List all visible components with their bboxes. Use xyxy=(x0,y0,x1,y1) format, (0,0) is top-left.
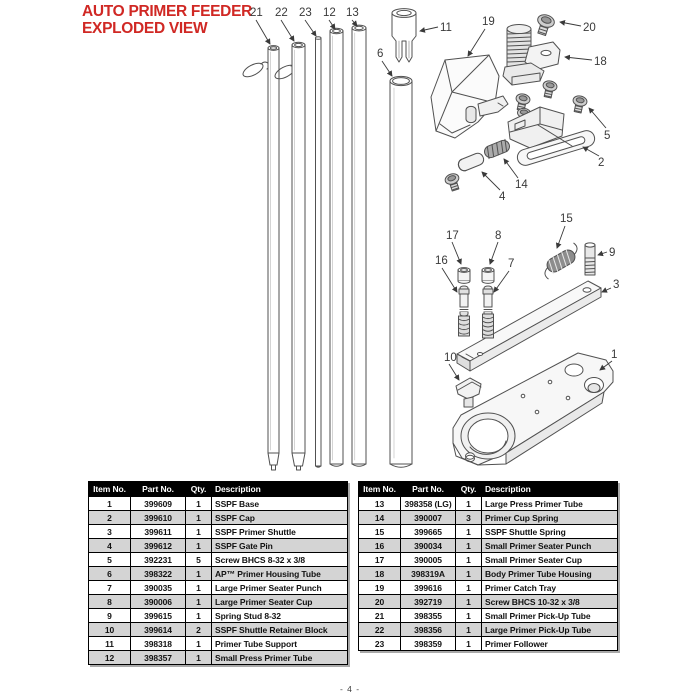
part-punch-spring-large xyxy=(483,314,494,338)
parts-table-right xyxy=(358,481,618,651)
part-no-cell: 398319A xyxy=(401,567,456,581)
part-no-cell: 398318 xyxy=(131,637,186,651)
part-sspf-base xyxy=(453,353,613,465)
item-no-cell: 18 xyxy=(359,567,401,581)
table-row xyxy=(359,539,618,553)
part-screw-bhcs-10-32 xyxy=(534,13,556,37)
callout-arrow xyxy=(598,252,607,255)
table-row xyxy=(359,553,618,567)
callout-arrow xyxy=(589,108,606,128)
table-row xyxy=(89,539,348,553)
description-cell: Large Press Primer Tube xyxy=(482,497,618,511)
callout-arrow xyxy=(494,271,509,292)
part-no-cell: 398322 xyxy=(131,567,186,581)
callout-21: 21 xyxy=(250,7,263,19)
description-cell: Primer Cup Spring xyxy=(482,511,618,525)
callout-23: 23 xyxy=(299,7,312,19)
callout-11: 11 xyxy=(440,22,452,34)
description-cell: Large Primer Pick-Up Tube xyxy=(482,623,618,637)
column-header: Part No. xyxy=(401,482,456,497)
item-no-cell: 17 xyxy=(359,553,401,567)
callout-17: 17 xyxy=(446,230,459,242)
description-cell: Small Primer Seater Punch xyxy=(482,539,618,553)
part-no-cell: 390035 xyxy=(131,581,186,595)
description-cell: Small Primer Pick-Up Tube xyxy=(482,609,618,623)
table-row xyxy=(89,497,348,511)
part-punch-spring-small xyxy=(459,316,470,336)
item-no-cell: 4 xyxy=(89,539,131,553)
item-no-cell: 9 xyxy=(89,609,131,623)
qty-cell: 1 xyxy=(456,553,482,567)
part-no-cell: 398358 (LG) xyxy=(401,497,456,511)
page-number: - 4 - xyxy=(339,684,361,694)
table-row xyxy=(359,525,618,539)
description-cell: Primer Follower xyxy=(482,637,618,651)
part-no-cell: 390006 xyxy=(131,595,186,609)
table-row xyxy=(359,623,618,637)
part-small-primer-seater-punch xyxy=(459,286,469,316)
table-row xyxy=(359,595,618,609)
qty-cell: 3 xyxy=(456,511,482,525)
callout-arrow xyxy=(560,22,581,26)
callout-arrow xyxy=(557,226,565,248)
callout-arrow xyxy=(256,20,270,44)
table-row xyxy=(89,567,348,581)
item-no-cell: 14 xyxy=(359,511,401,525)
item-no-cell: 23 xyxy=(359,637,401,651)
description-cell: Small Press Primer Tube xyxy=(212,651,348,665)
item-no-cell: 16 xyxy=(359,539,401,553)
item-no-cell: 19 xyxy=(359,581,401,595)
item-no-cell: 8 xyxy=(89,595,131,609)
part-no-cell: 399610 xyxy=(131,511,186,525)
qty-cell: 1 xyxy=(186,581,212,595)
part-no-cell: 399615 xyxy=(131,609,186,623)
part-spring-stud xyxy=(585,243,595,275)
callout-arrow xyxy=(452,242,461,264)
qty-cell: 1 xyxy=(456,595,482,609)
callout-1: 1 xyxy=(611,349,618,361)
item-no-cell: 10 xyxy=(89,623,131,637)
item-no-cell: 13 xyxy=(359,497,401,511)
callout-8: 8 xyxy=(495,230,502,242)
callout-15: 15 xyxy=(560,213,573,225)
table-row xyxy=(89,595,348,609)
part-primer-cup-spring xyxy=(483,139,512,160)
part-no-cell: 399614 xyxy=(131,623,186,637)
qty-cell: 1 xyxy=(456,525,482,539)
table-row xyxy=(89,511,348,525)
part-large-primer-seater-cup xyxy=(482,268,494,284)
part-no-cell: 399609 xyxy=(131,497,186,511)
table-row xyxy=(359,637,618,651)
table-row xyxy=(89,609,348,623)
callout-arrow xyxy=(281,20,294,41)
parts-tables xyxy=(88,481,618,665)
part-primer-housing-tube xyxy=(390,76,412,467)
qty-cell: 1 xyxy=(186,651,212,665)
callout-10: 10 xyxy=(444,352,457,364)
table-row xyxy=(89,553,348,567)
qty-cell: 1 xyxy=(186,497,212,511)
callout-arrow xyxy=(449,364,459,380)
part-sspf-cap xyxy=(508,107,597,167)
qty-cell: 1 xyxy=(456,497,482,511)
table-row xyxy=(359,609,618,623)
table-row xyxy=(359,567,618,581)
part-shuttle-retainer-block xyxy=(456,378,481,407)
callout-20: 20 xyxy=(583,22,596,34)
part-primer-follower xyxy=(315,37,321,468)
description-cell: SSPF Shuttle Retainer Block xyxy=(212,623,348,637)
qty-cell: 5 xyxy=(186,553,212,567)
qty-cell: 1 xyxy=(186,595,212,609)
column-header: Item No. xyxy=(89,482,131,497)
part-sspf-shuttle-spring xyxy=(538,243,583,279)
description-cell: Body Primer Tube Housing xyxy=(482,567,618,581)
item-no-cell: 6 xyxy=(89,567,131,581)
qty-cell: 1 xyxy=(456,539,482,553)
description-cell: Large Primer Seater Cup xyxy=(212,595,348,609)
callout-arrow xyxy=(602,288,611,292)
table-row xyxy=(89,581,348,595)
qty-cell: 1 xyxy=(456,581,482,595)
item-no-cell: 2 xyxy=(89,511,131,525)
callout-arrow xyxy=(442,268,457,292)
column-header: Part No. xyxy=(131,482,186,497)
qty-cell: 1 xyxy=(186,539,212,553)
item-no-cell: 3 xyxy=(89,525,131,539)
description-cell: Primer Tube Support xyxy=(212,637,348,651)
column-header: Item No. xyxy=(359,482,401,497)
part-small-primer-seater-cup xyxy=(458,268,470,284)
callout-arrow xyxy=(468,29,485,56)
item-no-cell: 15 xyxy=(359,525,401,539)
description-cell: SSPF Shuttle Spring xyxy=(482,525,618,539)
callout-arrow xyxy=(482,172,500,190)
qty-cell: 2 xyxy=(186,623,212,637)
description-cell: SSPF Base xyxy=(212,497,348,511)
qty-cell: 1 xyxy=(186,637,212,651)
table-row xyxy=(359,511,618,525)
parts-table-left xyxy=(88,481,348,665)
description-cell: Large Primer Seater Punch xyxy=(212,581,348,595)
callout-16: 16 xyxy=(435,255,448,267)
item-no-cell: 11 xyxy=(89,637,131,651)
description-cell: SSPF Cap xyxy=(212,511,348,525)
item-no-cell: 22 xyxy=(359,623,401,637)
item-no-cell: 21 xyxy=(359,609,401,623)
description-cell: Spring Stud 8-32 xyxy=(212,609,348,623)
page-title-line1: AUTO PRIMER FEEDER xyxy=(82,3,252,20)
callout-6: 6 xyxy=(377,48,384,60)
part-no-cell: 398357 xyxy=(131,651,186,665)
part-body-primer-tube-housing xyxy=(503,25,560,86)
qty-cell: 1 xyxy=(456,637,482,651)
qty-cell: 1 xyxy=(186,511,212,525)
part-no-cell: 392231 xyxy=(131,553,186,567)
callout-5: 5 xyxy=(604,130,611,142)
part-primer-catch-tray xyxy=(431,55,508,138)
item-no-cell: 20 xyxy=(359,595,401,609)
column-header: Qty. xyxy=(456,482,482,497)
description-cell: SSPF Primer Shuttle xyxy=(212,525,348,539)
part-large-primer-seater-punch xyxy=(483,286,493,316)
callout-arrow xyxy=(583,147,599,156)
table-row xyxy=(89,637,348,651)
callout-arrow xyxy=(305,20,316,36)
part-small-press-primer-tube xyxy=(330,28,343,466)
part-no-cell: 399612 xyxy=(131,539,186,553)
part-no-cell: 399611 xyxy=(131,525,186,539)
part-no-cell: 398355 xyxy=(401,609,456,623)
table-row xyxy=(359,497,618,511)
callout-14: 14 xyxy=(515,179,528,191)
part-no-cell: 392719 xyxy=(401,595,456,609)
column-header: Description xyxy=(482,482,618,497)
item-no-cell: 12 xyxy=(89,651,131,665)
part-primer-tube-support xyxy=(392,9,416,62)
column-header: Qty. xyxy=(186,482,212,497)
callout-12: 12 xyxy=(323,7,336,19)
qty-cell: 1 xyxy=(186,567,212,581)
description-cell: Small Primer Seater Cup xyxy=(482,553,618,567)
part-small-primer-pickup-tube xyxy=(241,46,279,470)
qty-cell: 1 xyxy=(186,609,212,623)
part-no-cell: 398356 xyxy=(401,623,456,637)
callout-3: 3 xyxy=(613,279,620,291)
callout-18: 18 xyxy=(594,56,607,68)
page-title-line2: EXPLODED VIEW xyxy=(82,20,208,37)
callout-9: 9 xyxy=(609,247,616,259)
item-no-cell: 5 xyxy=(89,553,131,567)
part-no-cell: 398359 xyxy=(401,637,456,651)
part-no-cell: 390005 xyxy=(401,553,456,567)
qty-cell: 1 xyxy=(456,567,482,581)
description-cell: Screw BHCS 8-32 x 3/8 xyxy=(212,553,348,567)
callout-4: 4 xyxy=(499,191,506,203)
item-no-cell: 1 xyxy=(89,497,131,511)
qty-cell: 1 xyxy=(456,623,482,637)
description-cell: AP™ Primer Housing Tube xyxy=(212,567,348,581)
callout-arrow xyxy=(504,159,518,178)
qty-cell: 1 xyxy=(456,609,482,623)
qty-cell: 1 xyxy=(186,525,212,539)
callout-arrow xyxy=(420,27,438,31)
callout-arrow xyxy=(382,61,392,76)
part-large-press-primer-tube xyxy=(352,25,366,466)
part-no-cell: 399665 xyxy=(401,525,456,539)
table-row xyxy=(89,525,348,539)
column-header: Description xyxy=(212,482,348,497)
item-no-cell: 7 xyxy=(89,581,131,595)
description-cell: Screw BHCS 10-32 x 3/8 xyxy=(482,595,618,609)
table-row xyxy=(89,623,348,637)
part-sspf-gate-pin xyxy=(457,152,486,173)
callout-arrow xyxy=(490,242,498,264)
callout-7: 7 xyxy=(508,258,515,270)
callout-2: 2 xyxy=(598,157,605,169)
callout-arrow xyxy=(329,20,335,29)
description-cell: Primer Catch Tray xyxy=(482,581,618,595)
part-no-cell: 390034 xyxy=(401,539,456,553)
table-row xyxy=(89,651,348,665)
callout-13: 13 xyxy=(346,7,359,19)
callout-19: 19 xyxy=(482,16,495,28)
part-no-cell: 399616 xyxy=(401,581,456,595)
part-no-cell: 390007 xyxy=(401,511,456,525)
description-cell: SSPF Gate Pin xyxy=(212,539,348,553)
callout-22: 22 xyxy=(275,7,288,19)
callout-arrow xyxy=(565,57,592,60)
table-row xyxy=(359,581,618,595)
